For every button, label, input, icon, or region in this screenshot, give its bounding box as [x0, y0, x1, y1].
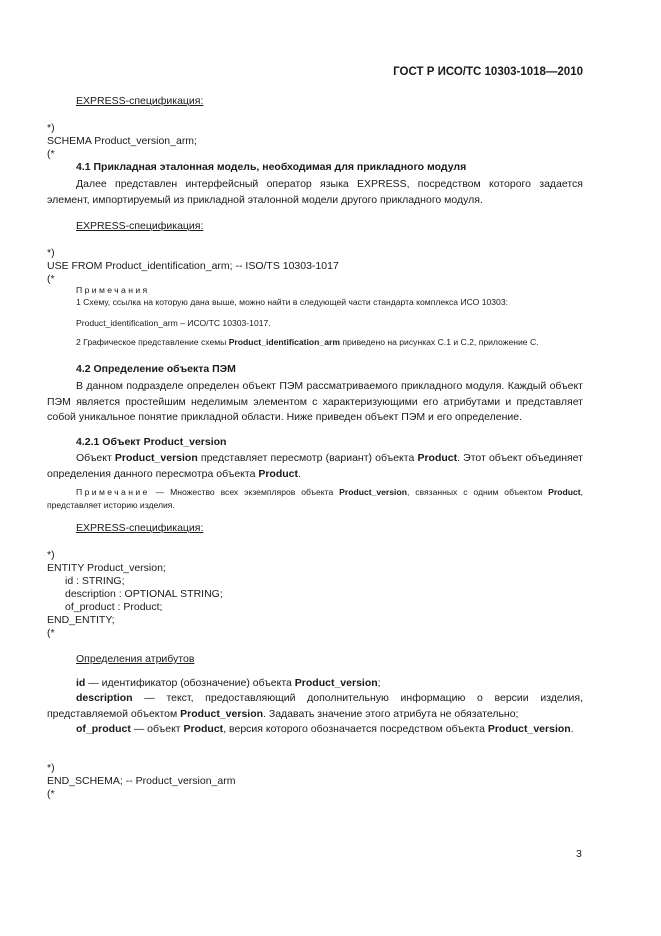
express-spec-label: EXPRESS-спецификация:: [76, 522, 204, 534]
note-1: 1 Схему, ссылка на которую дана выше, можно найти в следующей части стандарта комплекса ИСО 10303:: [76, 297, 509, 307]
entity-name: Product: [417, 452, 458, 464]
section-4-1-title: 4.1 Прикладная эталонная модель, необходимая для прикладного модуля: [76, 161, 467, 173]
attribute-name: id: [76, 677, 86, 689]
comment-close: *): [47, 549, 55, 561]
section-4-2-1-body: [47, 451, 583, 482]
note-text: , связанных с одним объектом: [406, 487, 549, 497]
definition-text: — идентификатор (обозначение) объекта: [85, 677, 295, 689]
definition-text: .: [570, 723, 574, 735]
attribute-of-product: of_product : Product;: [65, 601, 163, 613]
section-4-2-1-title: 4.2.1 Объект Product_version: [76, 436, 227, 448]
definition-text: ;: [377, 677, 381, 689]
entity-name: Product: [183, 723, 224, 735]
attribute-id: id : STRING;: [65, 575, 125, 587]
body-text: Объект: [76, 452, 115, 464]
definition-text: — объект: [130, 723, 184, 735]
schema-declaration: SCHEMA Product_version_arm;: [47, 135, 197, 147]
end-entity: END_ENTITY;: [47, 614, 115, 626]
end-schema: END_SCHEMA; -- Product_version_arm: [47, 775, 236, 787]
express-spec-label: EXPRESS-спецификация:: [76, 220, 204, 232]
comment-open: (*: [47, 627, 55, 639]
entity-name: Product: [258, 467, 299, 480]
entity-name: Product_version: [294, 677, 378, 689]
definition-text: , версия которого обозначается посредством объекта: [223, 723, 488, 735]
body-text: представляет пересмотр (вариант) объекта: [197, 452, 418, 464]
note-2: [47, 336, 583, 349]
entity-name: Product_version: [339, 487, 407, 497]
body-text: .: [298, 467, 301, 480]
note-2-schema: Product_identification_arm: [228, 337, 340, 347]
attribute-of-product-definition: [47, 722, 583, 738]
entity-declaration: ENTITY Product_version;: [47, 562, 166, 574]
comment-close: *): [47, 762, 55, 774]
express-spec-label: EXPRESS-спецификация:: [76, 95, 204, 107]
entity-name: Product_version: [180, 707, 264, 720]
attribute-id-definition: [47, 676, 583, 692]
entity-name: Product_version: [487, 723, 571, 735]
note-product-version: [47, 486, 583, 512]
comment-open: (*: [47, 788, 55, 800]
notes-label: Примечания: [76, 285, 150, 295]
attribute-definitions-heading: Определения атрибутов: [76, 653, 195, 665]
section-4-2-body: В данном подразделе определен объект ПЭМ рассматриваемого прикладного модуля. Каждый объект ПЭМ является простейшим неделимым элементом с характеризующими его атрибутами и представляет собой уникальное понятие прикладной области. Ниже приведен объект ПЭМ и его определение.: [47, 380, 583, 423]
note-text: — Множество всех экземпляров объекта: [149, 487, 340, 497]
attribute-name: of_product: [76, 723, 131, 735]
page-number: 3: [576, 848, 582, 860]
note-label: Примечание: [76, 487, 150, 497]
attribute-description-definition: [47, 691, 583, 722]
comment-close: *): [47, 247, 55, 259]
note-1-reference: Product_identification_arm – ИСО/ТС 10303-1017.: [76, 318, 271, 328]
section-4-1-body: Далее представлен интерфейсный оператор языка EXPRESS, посредством которого задается элемент, импортируемый из прикладной эталонной модели другого прикладного модуля.: [47, 178, 583, 206]
note-2-text: приведено на рисунках С.1 и С.2, приложение С.: [339, 337, 539, 347]
use-from-statement: USE FROM Product_identification_arm; -- ISO/TS 10303-1017: [47, 260, 339, 272]
section-4-2-title: 4.2 Определение объекта ПЭМ: [76, 363, 236, 375]
entity-name: Product: [548, 487, 581, 497]
definition-text: . Задавать значение этого атрибута не обязательно;: [263, 707, 519, 720]
body-text: . Этот объект объединяет определения данного пересмотра объекта: [47, 452, 583, 480]
comment-open: (*: [47, 148, 55, 160]
comment-open: (*: [47, 273, 55, 285]
note-2-text: 2 Графическое представление схемы: [76, 337, 229, 347]
note-text: , представляет историю изделия.: [47, 487, 583, 510]
comment-close: *): [47, 122, 55, 134]
attribute-description: description : OPTIONAL STRING;: [65, 588, 223, 600]
entity-name: Product_version: [114, 452, 198, 464]
document-id: ГОСТ Р ИСО/ТС 10303-1018—2010: [393, 66, 583, 78]
definition-text: — текст, предоставляющий дополнительную информацию о версии изделия, представляемой объектом: [47, 692, 583, 720]
attribute-name: description: [76, 692, 133, 704]
